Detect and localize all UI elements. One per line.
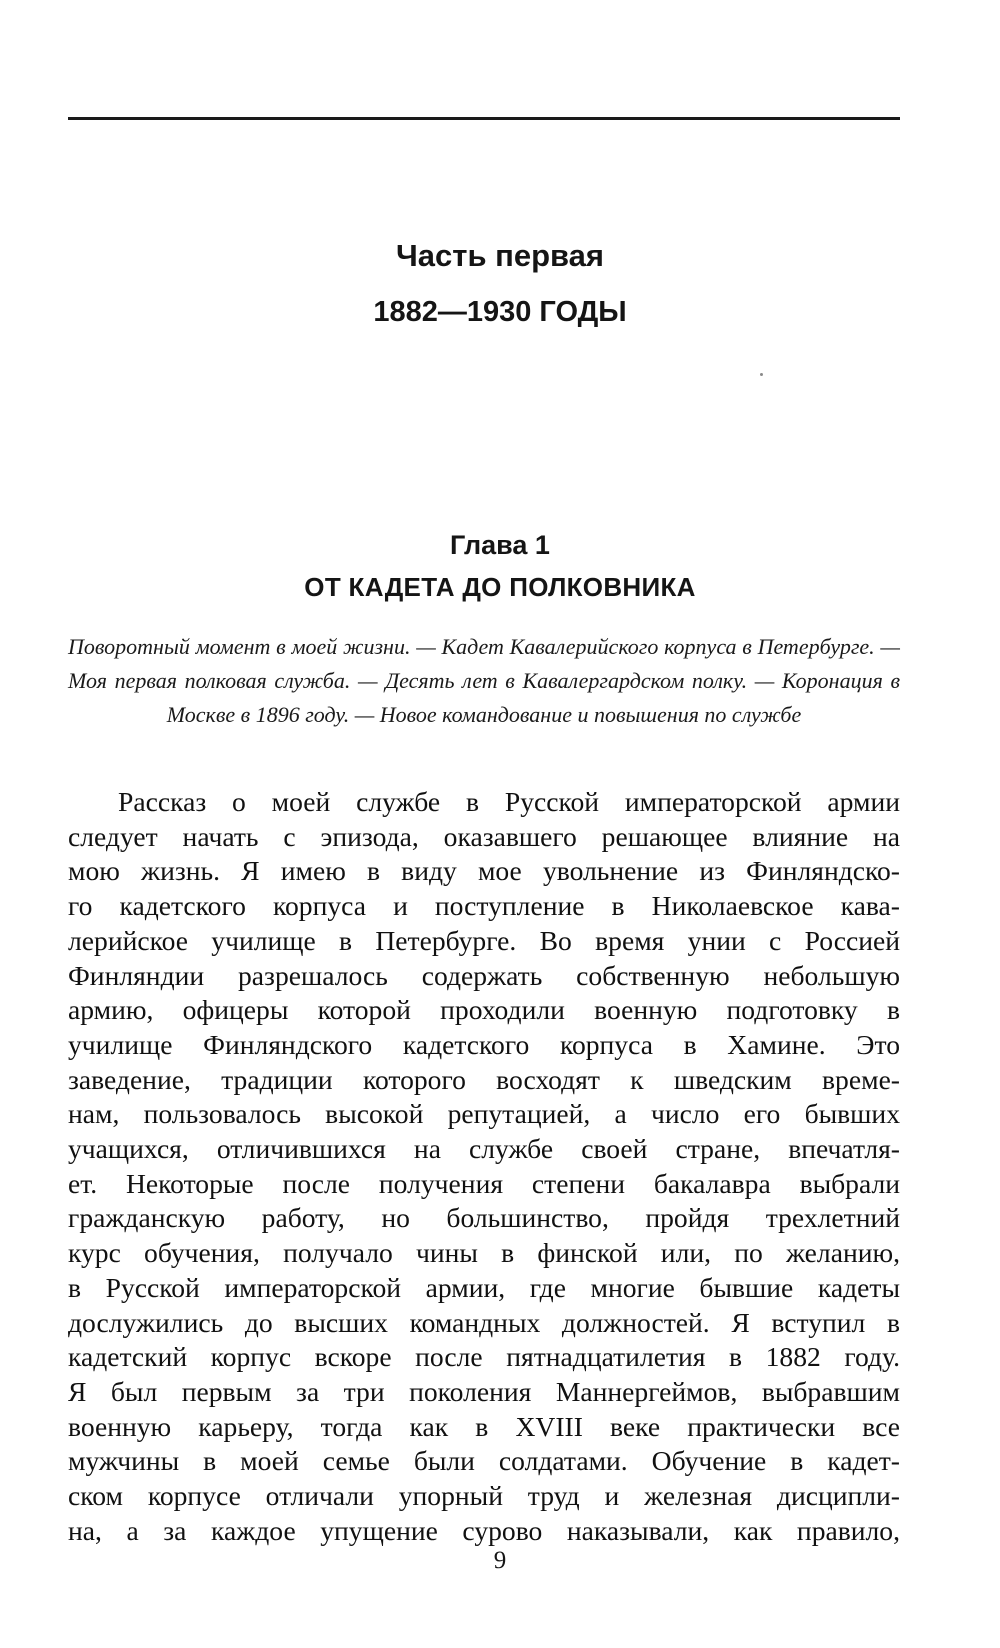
chapter-epigraph: Поворотный момент в моей жизни. — Кадет Кавалерийского корпуса в Петербурге. — Моя первая полковая служба. — Десять лет в Кавалергардском полку. — Коронация в Москве в 1896 году. — Новое командование и повышения по службе: [68, 634, 900, 727]
page-number: 9: [493, 1547, 507, 1574]
body-line: армию, офицеры которой проходили военную подготовку в: [68, 994, 900, 1026]
body-paragraph: [68, 785, 900, 1548]
body-line: Я был первым за три поколения Маннергеймов, выбравшим: [68, 1375, 900, 1407]
body-line: мужчины в моей семье были солдатами. Обучение в кадет-: [68, 1445, 900, 1477]
body-line: учащихся, отличившихся на службе своей стране, впечатля-: [68, 1133, 900, 1165]
body-line: Финляндии разрешалось содержать собственную небольшую: [68, 959, 900, 991]
body-line: курс обучения, получало чины в финской или, по желанию,: [68, 1237, 900, 1269]
scan-speck: [760, 373, 763, 376]
body-line: в Русской императорской армии, где многие бывшие кадеты: [68, 1271, 900, 1303]
body-line: го кадетского корпуса и поступление в Николаевское кава-: [68, 890, 900, 922]
part-title: Часть первая: [396, 238, 604, 273]
body-line: мою жизнь. Я имею в виду мое увольнение из Финляндско-: [68, 855, 900, 887]
part-years: 1882—1930 ГОДЫ: [373, 296, 627, 328]
body-line: следует начать с эпизода, оказавшего решающее влияние на: [68, 820, 900, 852]
chapter-number: Глава 1: [450, 530, 550, 560]
body-line: ет. Некоторые после получения степени бакалавра выбрали: [68, 1167, 900, 1199]
top-rule: [68, 117, 900, 120]
body-line: лерийское училище в Петербурге. Во время унии с Россией: [68, 924, 900, 956]
body-line: нам, пользовалось высокой репутацией, а число его бывших: [68, 1098, 900, 1130]
body-line: гражданскую работу, но большинство, пройдя трехлетний: [68, 1202, 900, 1234]
body-line: дослужились до высших командных должностей. Я вступил в: [68, 1306, 900, 1338]
body-line: училище Финляндского кадетского корпуса в Хамине. Это: [68, 1028, 900, 1060]
body-line: Рассказ о моей службе в Русской императорской армии: [118, 786, 900, 817]
body-line: кадетский корпус вскоре после пятнадцатилетия в 1882 году.: [68, 1341, 900, 1373]
body-line: на, а за каждое упущение сурово наказывали, как правило,: [68, 1514, 900, 1546]
body-line: ском корпусе отличали упорный труд и железная дисципли-: [68, 1480, 900, 1512]
body-line: военную карьеру, тогда как в XVIII веке практически все: [68, 1410, 900, 1442]
body-line: заведение, традиции которого восходят к шведским време-: [68, 1063, 900, 1095]
chapter-title: ОТ КАДЕТА ДО ПОЛКОВНИКА: [304, 572, 696, 602]
